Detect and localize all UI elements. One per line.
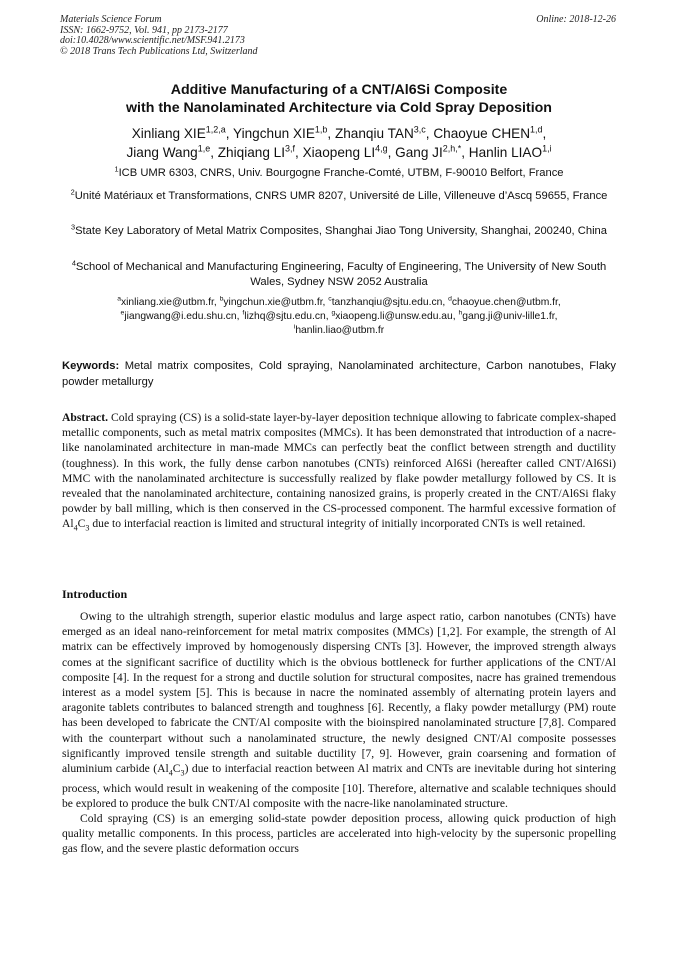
formula: $Al_4C_3$ [62,517,90,533]
author: Zhiqiang LI$^{3,f}$, [217,143,299,160]
keywords-label: Keywords: [62,360,120,372]
introduction-heading: Introduction [62,587,128,601]
affiliation-1: $^1$ICB UMR 6303, CNRS, Univ. Bourgogne Franche-Comté, UTBM, F-90010 Belfort, France [114,164,564,179]
title-line-2: with the Nanolaminated Architecture via Cold Spray Deposition [126,100,552,116]
author: Chaoyue CHEN$^{1,d}$, [433,124,547,141]
author: Xiaopeng LI$^{4,g}$, [302,143,392,160]
email-list [62,296,616,339]
email-link[interactable]: $^h$gang.ji@univ-lille1.fr, [458,309,558,323]
keywords-text: Metal matrix composites, Cold spraying, Nanolaminated architecture, Carbon nanotubes, Flaky powder metallurgy [62,360,616,388]
journal-header [60,15,616,57]
email-link[interactable]: $^g$xiaopeng.li@unsw.edu.au, [331,309,456,323]
formula: $Al_4C_3$ [157,762,185,778]
author: Zhanqiu TAN$^{3,c}$, [334,124,430,141]
email-link[interactable]: $^b$yingchun.xie@utbm.fr, [219,295,326,308]
doi-line: doi:10.4028/www.scientific.net/MSF.941.2173 [60,35,245,47]
abstract-label: Abstract. [62,411,109,424]
email-link[interactable]: $^i$hanlin.liao@utbm.fr [293,323,385,337]
affiliation-2: $^2$Unité Matériaux et Transformations, CNRS UMR 8207, Université de Lille, Villeneuve d’Ascq 59655, France [70,187,608,202]
abstract-text: Cold spraying (CS) is a solid-state layer-by-layer deposition technique allowing to fabricate complex-shaped metallic components, such as metal matrix composites (MMCs). It has been demonstrated that introduction of a nacre-like nanolaminated architecture in man-made MMCs can perfectly beat the conflict between strength and ductility (toughness). In this work, the fully dense carbon nanotubes (CNTs) reinforced Al6Si (hereafter called CNT/Al6Si) MMC with the nanolaminated architecture is successfully realized by flake powder metallurgy followed by CS. It is revealed that the nanolaminated architecture, containing nanosized grains, is properly created in the CNT/Al6Si flaky powder by ball milling, which is then conserved in the CS-processed component. The harmful excessive formation of [62,411,616,516]
author: Hanlin LIAO$^{1,i}$ [468,143,552,160]
journal-name: Materials Science Forum [60,14,162,25]
author-list [40,124,638,162]
author: Yingchun XIE$^{1,b}$, [233,124,332,141]
online-date: Online: 2018-12-26 [536,14,616,25]
paragraph: Owing to the ultrahigh strength, superior elastic modulus and large aspect ratio, carbon nanotubes (CNTs) have emerged as an ideal nano-reinforcement for metal matrix composites (MMCs) [1,2]. For example, the strength of Al matrix can be effectively improved by homogenously dispersing CNTs [3]. However, the improved strength always comes at the significant sacrifice of ductility which is the obvious bottleneck for further applications of the CNT/Al composite [4]. In the request for a strong and ductile solution for structural composites, nacre has grained tremendous interest as a model system [5]. This is because in nacre the nominated assembly of alternating protein layers and aragonite tablets contributes to balanced strength and toughness [6]. Recently, a flaky powder metallurgy (PM) route has been developed to fabricate the CNT/Al composite with the bioinspired nanolaminated structure [7,8]. Compared with the counterpart without such a nanolaminated structure, the newly designed CNT/Al composite possesses significantly improved tensile strength and suitable ductility [7, 9]. However, grain coarsening and formation of aluminium carbide $(Al_4C_3)$ due to interfacial reaction between Al matrix and CNTs are inevitable during hot sintering process, which would result in weakening of the composite [10]. Therefore, alternative and scalable techniques should be explored to produce the bulk CNT/Al composite with the nacre-like nanolaminated structure. [62,610,616,810]
paper-title [40,81,638,117]
paragraph: Cold spraying (CS) is an emerging solid-state powder deposition process, allowing quick production of high quality metallic components. In this process, particles are accelerated into high-velocity by the supersonic propelling gas flow, and the severe plastic deformation occurs [62,811,616,856]
author: Xinliang XIE$^{1,2,a}$, [131,124,230,141]
email-link[interactable]: $^e$jiangwang@i.edu.shu.cn, [120,309,240,323]
email-link[interactable]: $^f$lizhq@sjtu.edu.cn, [242,309,329,323]
introduction-body [62,609,616,857]
abstract-text-end: due to interfacial reaction is limited and structural integrity of initially incorporated CNTs is well retained. [89,517,586,531]
abstract-section [62,410,616,536]
author: Gang $JI^{2,h,*}$, [395,143,465,160]
email-link[interactable]: $^d$chaoyue.chen@utbm.fr, [448,295,561,308]
copyright-line: © 2018 Trans Tech Publications Ltd, Switzerland [60,45,258,57]
affiliation-4: $^4$School of Mechanical and Manufacturing Engineering, Faculty of Engineering, The University of New South Wales, Sydney NSW 2052 Australia [71,258,607,288]
affiliation-3: $^3$State Key Laboratory of Metal Matrix Composites, Shanghai Jiao Tong University, Shanghai, 200240, China [70,222,608,237]
issn-line: ISSN: 1662-9752, Vol. 941, pp 2173-2177 [60,24,228,36]
email-link[interactable]: $^c$tanzhanqiu@sjtu.edu.cn, [328,295,446,308]
keywords-section [62,359,616,390]
email-link[interactable]: $^a$xinliang.xie@utbm.fr, [117,295,217,308]
author: Jiang Wang$^{1,e}$, [126,143,214,160]
title-line-1: Additive Manufacturing of a CNT/Al6Si Composite [170,82,508,98]
